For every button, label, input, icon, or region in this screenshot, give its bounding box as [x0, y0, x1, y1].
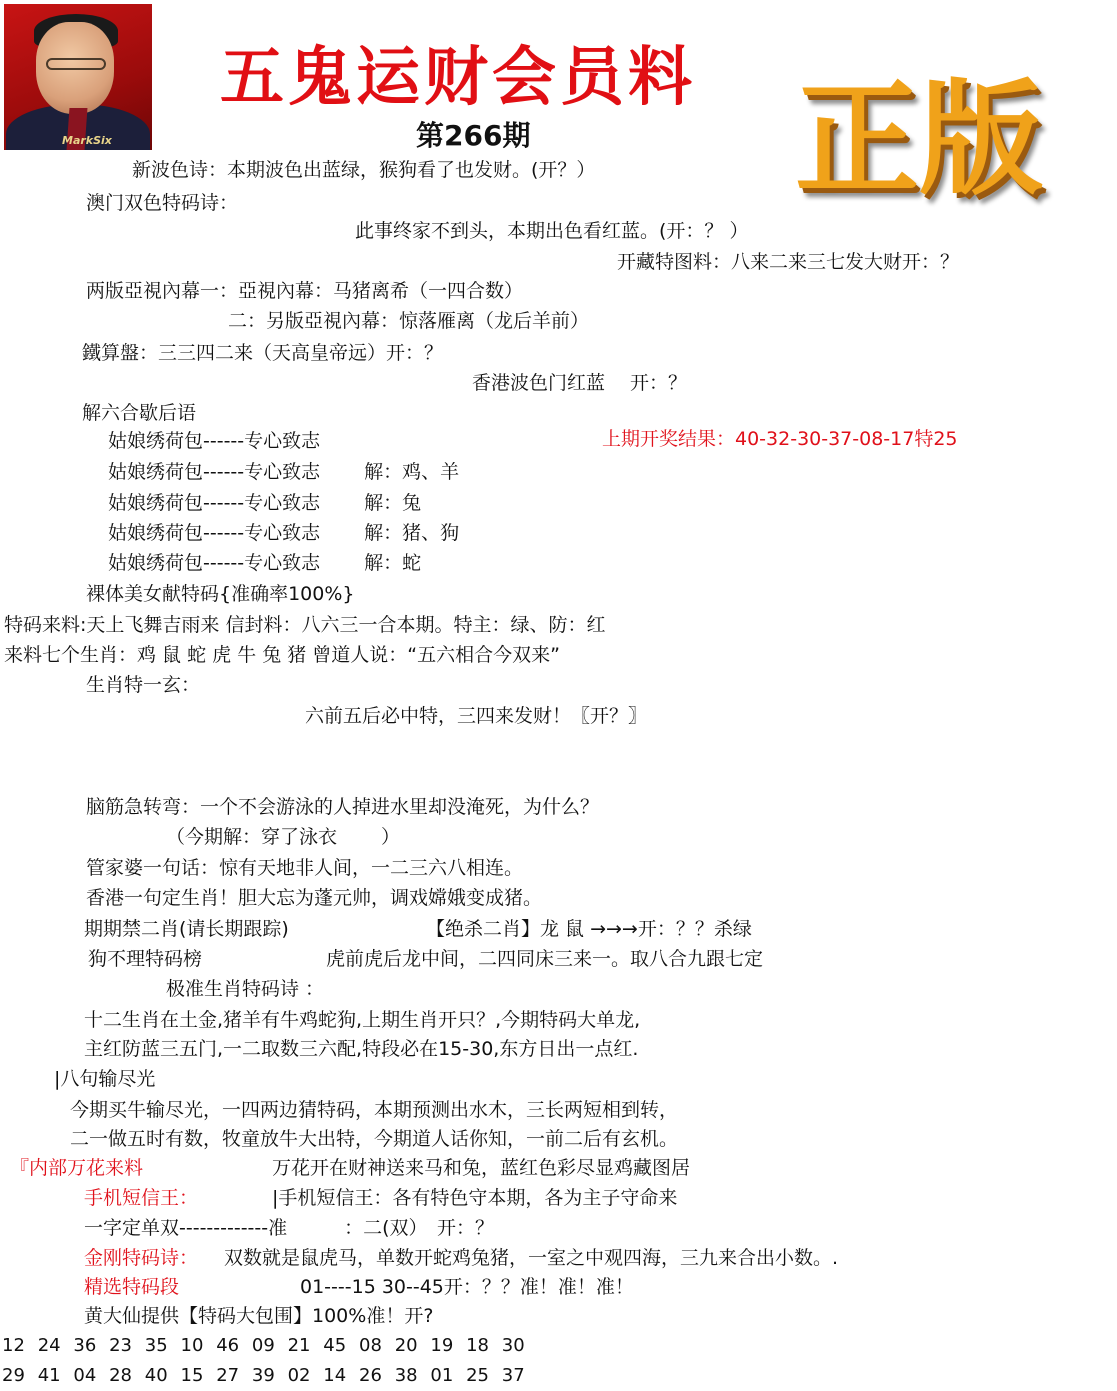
text-line: 特码来料:天上飞舞吉雨来 信封料：八六三一合本期。特主：绿、防：红: [4, 614, 606, 636]
section-label: 精选特码段: [84, 1276, 180, 1298]
number-cell: 15: [180, 1365, 204, 1386]
text-line: 香港一句定生肖！胆大忘为蓬元帅，调戏嫦娥变成猪。: [86, 887, 543, 909]
text-line: 万花开在财神送来马和兔，蓝红色彩尽显鸡藏图居: [272, 1157, 691, 1179]
number-cell: 12: [2, 1335, 25, 1356]
authentic-badge: 正版: [795, 68, 1044, 212]
text-line: |手机短信王：各有特色守本期，各为主子守命来: [272, 1187, 678, 1209]
text-line: 裸体美女献特码{准确率100%}: [86, 583, 355, 605]
text-line: 狗不理特码榜: [88, 948, 203, 970]
riddle-line: 姑娘绣荷包------专心致志 解：兔: [108, 492, 422, 514]
text-line: 此事终家不到头，本期出色看红蓝。(开：？ ）: [355, 220, 749, 242]
text-line: 极准生肖特码诗 ：: [166, 978, 325, 1000]
text-line: 两版亞視內幕一：亞視內幕：马猪离希（一四合数）: [86, 280, 524, 302]
number-cell: 24: [37, 1335, 61, 1356]
number-cell: 01: [430, 1365, 454, 1386]
number-cell: 30: [501, 1335, 525, 1356]
number-cell: 27: [216, 1365, 240, 1386]
number-cell: 19: [430, 1335, 454, 1356]
text-line: 解六合歇后语: [82, 402, 197, 424]
text-line: 二：另版亞視內幕：惊落雁离（龙后羊前）: [228, 310, 590, 332]
number-cell: 41: [37, 1365, 61, 1386]
number-cell: 35: [144, 1335, 168, 1356]
number-cell: 23: [109, 1335, 132, 1356]
number-cell: 18: [466, 1335, 489, 1356]
text-line: 十二生肖在土金,猪羊有牛鸡蛇狗,上期生肖开只？,今期特码大单龙,: [84, 1009, 641, 1031]
number-cell: 36: [73, 1335, 97, 1356]
text-line: 脑筋急转弯：一个不会游泳的人掉进水里却没淹死，为什么？: [86, 796, 600, 818]
text-line: 六前五后必中特，三四来发财！〖开？〗: [305, 705, 648, 727]
text-line: 鐵算盤：三三四二来（天高皇帝远）开：？: [82, 342, 444, 364]
text-line: 二一做五时有数，牧童放牛大出特，今期道人话你知，一前二后有玄机。: [70, 1128, 679, 1150]
text-line: 双数就是鼠虎马，单数开蛇鸡兔猪，一室之中观四海，三九来合出小数。.: [224, 1247, 839, 1269]
number-cell: 37: [501, 1365, 525, 1386]
number-cell: 09: [251, 1335, 275, 1356]
number-cell: 39: [251, 1365, 275, 1386]
number-cell: 38: [394, 1365, 418, 1386]
riddle-line: 姑娘绣荷包------专心致志: [108, 430, 321, 452]
riddle-line: 姑娘绣荷包------专心致志 解：鸡、羊: [108, 461, 460, 483]
page-title: 五鬼运财会员料: [220, 40, 696, 115]
text-line: 虎前虎后龙中间，二四同床三来一。取八合九跟七定: [326, 948, 764, 970]
number-cell: 10: [180, 1335, 204, 1356]
number-cell: 14: [323, 1365, 347, 1386]
number-cell: 28: [109, 1365, 132, 1386]
text-line: 【绝杀二肖】龙 鼠 →→→开：？？杀绿: [426, 918, 752, 940]
section-label: 『内部万花来料: [10, 1157, 144, 1179]
portrait-photo: [4, 4, 152, 150]
text-line: 开藏特图料：八来二来三七发大财开：？: [617, 251, 960, 273]
text-line: （今期解：穿了泳衣 ）: [166, 826, 401, 848]
text-line: 香港波色门红蓝 开：？: [472, 372, 688, 394]
text-line: 期期禁二肖(请长期跟踪): [84, 918, 289, 940]
number-cell: 29: [2, 1365, 25, 1386]
text-line: 一字定单双-------------准 ：二(双） 开：？: [84, 1217, 495, 1239]
number-cell: 25: [466, 1365, 489, 1386]
section-label: 金刚特码诗：: [84, 1247, 199, 1269]
portrait-glasses: [46, 58, 106, 70]
number-cell: 46: [216, 1335, 240, 1356]
issue-number: 第266期: [416, 119, 531, 152]
text-line: 澳门双色特码诗：: [86, 192, 239, 214]
number-cell: 02: [287, 1365, 311, 1386]
text-line: 来料七个生肖：鸡 鼠 蛇 虎 牛 兔 猪 曾道人说：“五六相合今双来”: [4, 644, 560, 666]
number-cell: 45: [323, 1335, 347, 1356]
number-cell: 26: [359, 1365, 382, 1386]
number-cell: 21: [287, 1335, 311, 1356]
text-line: 01----15 30--45开：？？准！准！准！: [300, 1276, 634, 1298]
text-line: 主红防蓝三五门,一二取数三六配,特段必在15-30,东方日出一点红.: [84, 1038, 639, 1060]
number-cell: 04: [73, 1365, 97, 1386]
text-line: 今期买牛输尽光，一四两边猜特码，本期预测出水木，三长两短相到转，: [70, 1099, 679, 1121]
text-line: 管家婆一句话：惊有天地非人间，一二三六八相连。: [86, 857, 524, 879]
text-line: |八句输尽光: [54, 1068, 156, 1090]
text-line: 新波色诗：本期波色出蓝绿，猴狗看了也发财。(开？）: [132, 159, 596, 181]
riddle-line: 姑娘绣荷包------专心致志 解：蛇: [108, 552, 422, 574]
last-draw-result: 上期开奖结果：40-32-30-37-08-17特25: [602, 428, 958, 450]
number-cell: 20: [394, 1335, 418, 1356]
portrait-caption: MarkSix: [62, 134, 112, 147]
riddle-line: 姑娘绣荷包------专心致志 解：猪、狗: [108, 522, 460, 544]
number-cell: 08: [359, 1335, 382, 1356]
section-label: 手机短信王：: [84, 1187, 199, 1209]
text-line: 黄大仙提供【特码大包围】100%准！开?: [84, 1305, 434, 1327]
text-line: 生肖特一玄：: [86, 674, 201, 696]
number-cell: 40: [144, 1365, 168, 1386]
